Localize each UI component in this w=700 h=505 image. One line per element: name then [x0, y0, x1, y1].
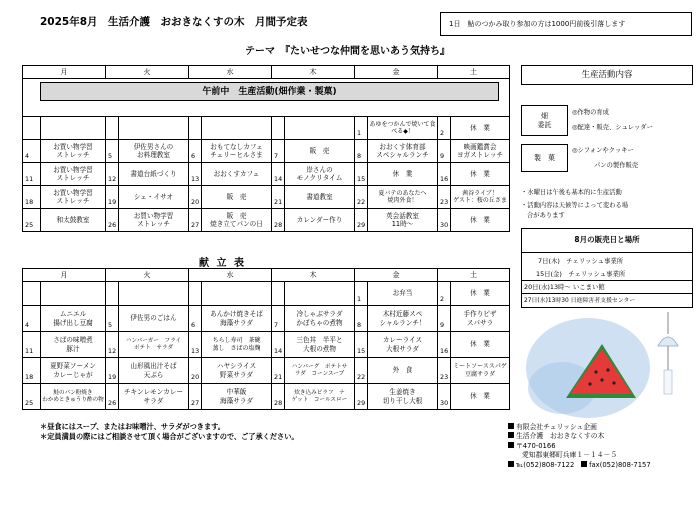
menu-cell: カレーライス 大根サラダ	[368, 332, 438, 358]
day-number: 18	[23, 186, 41, 209]
activity-week-5	[23, 209, 510, 232]
day-number: 1	[355, 117, 368, 140]
day-number: 2	[438, 117, 451, 140]
postal-code: 〒470-0166	[516, 441, 556, 450]
day-number	[106, 117, 119, 140]
activity-cell: 休 業	[451, 209, 510, 232]
side-note-2: ・活動内容は天候等によって変わる場	[521, 202, 629, 209]
menu-cell: チキンレモンカレー サラダ	[119, 384, 189, 410]
menu-cell: 伊佐男のごはん	[119, 306, 189, 332]
weekday-mon: 月	[23, 269, 106, 282]
square-bullet-icon	[508, 432, 514, 438]
day-number: 16	[438, 163, 451, 186]
menu-cell	[119, 282, 189, 306]
menu-title: 献 立 表	[199, 258, 246, 269]
confectionery-line-2: パンの製作販売	[594, 162, 639, 169]
day-number: 15	[355, 332, 368, 358]
activity-cell: 和太鼓教室	[41, 209, 106, 232]
activity-cell	[285, 117, 355, 140]
menu-cell: ハンバーガー フライ ポテト サラダ	[119, 332, 189, 358]
day-number: 22	[355, 358, 368, 384]
menu-week-1	[23, 282, 510, 306]
activity-cell	[41, 117, 106, 140]
day-number: 13	[189, 332, 202, 358]
sales-row: 20日(水)13時～ いこまい館	[524, 283, 605, 291]
day-number: 15	[355, 163, 368, 186]
activity-cell: お買い物学習 ストレッチ	[41, 186, 106, 209]
weekday-thu: 木	[272, 66, 355, 79]
day-number: 20	[189, 358, 202, 384]
day-number: 19	[106, 186, 119, 209]
day-number: 1	[355, 282, 368, 306]
activity-cell: 書道教室	[285, 186, 355, 209]
activity-cell: 伊佐男さんの お料理教室	[119, 140, 189, 163]
menu-week-4	[23, 358, 510, 384]
wind-chime-bell	[658, 337, 678, 346]
activity-cell: カレンダー作り	[285, 209, 355, 232]
activity-cell: 販 売	[202, 186, 272, 209]
menu-cell: 休 業	[451, 384, 510, 410]
weekday-wed: 水	[189, 269, 272, 282]
company-name-line	[508, 423, 651, 432]
menu-cell: 山形風出汁そば 天ぷら	[119, 358, 189, 384]
day-number: 26	[106, 209, 119, 232]
watermelon-seed	[606, 368, 609, 371]
day-number: 20	[189, 186, 202, 209]
menu-week-3	[23, 332, 510, 358]
day-number: 4	[23, 140, 41, 163]
menu-cell: 外 食	[368, 358, 438, 384]
menu-cell: 夏野菜ソーメン カレーじゃが	[41, 358, 106, 384]
watermelon-seed	[612, 381, 615, 384]
activity-cell: おおくす体育部 スペシャルランチ	[368, 140, 438, 163]
watermelon-illustration	[518, 312, 694, 420]
menu-cell	[202, 282, 272, 306]
morning-activity-band: 午前中 生産活動(畑作業・製菓)	[40, 82, 499, 101]
weekday-sat: 土	[438, 66, 510, 79]
company-info	[508, 423, 651, 470]
menu-cell: 木村近藤スペ シャルランチ！	[368, 306, 438, 332]
watermelon-seed	[600, 378, 603, 381]
day-number: 23	[438, 186, 451, 209]
sales-divider	[522, 252, 692, 253]
menu-cell: 三色丼 半平と 大根の煮物	[285, 332, 355, 358]
day-number: 25	[23, 209, 41, 232]
menu-cell: ハンバーグ ポテトサ ラダ コーンスープ	[285, 358, 355, 384]
production-activity-heading: 生産活動内容	[521, 65, 693, 85]
day-number: 23	[438, 358, 451, 384]
day-number: 6	[189, 140, 202, 163]
menu-cell: ハヤシライス 野菜サラダ	[202, 358, 272, 384]
activity-cell: 夏バテのあなたへ 焼肉外食！	[368, 186, 438, 209]
activity-cell: 販 売 焼き立てパンの日	[202, 209, 272, 232]
activity-cell: 岸さんの モノクリタイム	[285, 163, 355, 186]
square-bullet-icon	[581, 461, 587, 467]
day-number: 21	[272, 358, 285, 384]
weekday-fri: 金	[355, 269, 438, 282]
activity-cell: 休 業	[368, 163, 438, 186]
postal-line	[508, 442, 651, 451]
sales-title: 8月の販売日と場所	[574, 235, 640, 244]
tel-number: ℡(052)808-7122	[516, 460, 575, 469]
day-number: 28	[272, 209, 285, 232]
activity-cell: 英会話教室 11時～	[368, 209, 438, 232]
day-number: 29	[355, 209, 368, 232]
menu-cell: 中華飯 海藻サラダ	[202, 384, 272, 410]
day-number: 27	[189, 209, 202, 232]
confectionery-line-1: ◎シフォンやクッキー	[572, 147, 634, 154]
activity-cell: おもてなしカフェ チェリーヒルさま	[202, 140, 272, 163]
activity-cell	[202, 117, 272, 140]
day-number: 12	[106, 332, 119, 358]
menu-week-5	[23, 384, 510, 410]
menu-week-2	[23, 306, 510, 332]
activity-week-2	[23, 140, 510, 163]
activity-cell: 映画鑑賞会 ヨガストレッチ	[451, 140, 510, 163]
activity-week-1	[23, 117, 510, 140]
weekday-wed: 水	[189, 66, 272, 79]
day-number: 19	[106, 358, 119, 384]
menu-cell: 休 業	[451, 282, 510, 306]
activity-cell: シェ・イサオ	[119, 186, 189, 209]
theme-title: テーマ 『たいせつな仲間を思いあう気持ち』	[245, 46, 450, 57]
lunch-note: ＊昼食にはスープ、またはお味噌汁、サラダがつきます。	[40, 422, 225, 431]
day-number: 30	[438, 209, 451, 232]
day-number	[23, 117, 41, 140]
watermelon-seed	[588, 382, 591, 385]
sales-row: 27日(水)13時30 日進障害者支援センター	[524, 298, 636, 304]
confectionery-label-box: 製 菓	[521, 144, 568, 172]
fax-number: fax(052)808-7157	[589, 460, 651, 469]
activity-cell: 休 業	[451, 163, 510, 186]
menu-cell: ミートソーススパゲ 豆腐サラダ	[451, 358, 510, 384]
phone-line	[508, 461, 651, 470]
day-number: 9	[438, 306, 451, 332]
day-number: 30	[438, 384, 451, 410]
day-number: 8	[355, 306, 368, 332]
day-number: 12	[106, 163, 119, 186]
activity-cell: お買い物学習 ストレッチ	[119, 209, 189, 232]
notice-text: 1日 鮎のつかみ取り参加の方は1000円前後引落します	[449, 20, 626, 28]
menu-cell: 休 業	[451, 332, 510, 358]
field-line-1: ◎作物の育成	[572, 109, 609, 116]
menu-cell: 生姜焼き 切り干し大根	[368, 384, 438, 410]
sales-divider	[522, 293, 692, 294]
day-number: 7	[272, 306, 285, 332]
watermelon-seed	[594, 370, 597, 373]
menu-cell	[41, 282, 106, 306]
activity-week-4	[23, 186, 510, 209]
sales-divider	[522, 280, 692, 281]
notice-box	[440, 12, 692, 36]
day-number: 28	[272, 384, 285, 410]
day-number: 16	[438, 332, 451, 358]
day-number: 9	[438, 140, 451, 163]
sales-row: 15日(金) チェリッシュ事業所	[536, 270, 626, 278]
menu-cell: 冷しゃぶサラダ かぼちゃの煮物	[285, 306, 355, 332]
day-number: 21	[272, 186, 285, 209]
day-number: 7	[272, 140, 285, 163]
menu-cell: 手作りピザ スパサラ	[451, 306, 510, 332]
day-number: 11	[23, 163, 41, 186]
day-number: 18	[23, 358, 41, 384]
activity-cell: 販 売	[285, 140, 355, 163]
weekday-tue: 火	[106, 66, 189, 79]
menu-cell: ちらし寿司 茶碗 蒸し さばの塩麹	[202, 332, 272, 358]
activity-cell: 書道台紙づくり	[119, 163, 189, 186]
day-number: 29	[355, 384, 368, 410]
weekday-header	[23, 66, 510, 79]
day-number	[106, 282, 119, 306]
day-number: 11	[23, 332, 41, 358]
field-label-box: 畑 委託	[521, 105, 568, 136]
wind-chime-paper	[664, 370, 672, 394]
footer-notes	[40, 422, 299, 443]
weekday-fri: 金	[355, 66, 438, 79]
day-number: 27	[189, 384, 202, 410]
weekday-thu: 木	[272, 269, 355, 282]
day-number: 22	[355, 186, 368, 209]
activity-cell: 茜谷ライブ！ ゲスト：桜の丘さま	[451, 186, 510, 209]
menu-cell: あんかけ焼きそば 海藻サラダ	[202, 306, 272, 332]
menu-cell: ムニエル 揚げ出し豆腐	[41, 306, 106, 332]
page-title: 2025年8月 生活介護 おおきなくすの木 月間予定表	[40, 16, 308, 28]
address: 愛知郡東郷町兵庫１－１４－５	[522, 451, 618, 460]
activity-cell: 休 業	[451, 117, 510, 140]
menu-cell: さばの味噌煮 豚汁	[41, 332, 106, 358]
activity-cell: おおくすカフェ	[202, 163, 272, 186]
menu-cell: 鮭のパン粉焼き わかめときゅうり酢の物	[41, 384, 106, 410]
sales-schedule-box	[521, 228, 693, 308]
activity-week-3	[23, 163, 510, 186]
day-number	[23, 282, 41, 306]
day-number: 13	[189, 163, 202, 186]
activity-cell	[119, 117, 189, 140]
day-number	[189, 282, 202, 306]
capacity-note: ＊定員満員の際にはご相談させて頂く場合がございますので、ご了承ください。	[40, 432, 299, 442]
company-name: 有限会社チェリッシュ企画	[516, 423, 597, 431]
side-note-3: 合があります	[527, 212, 565, 219]
day-number: 5	[106, 306, 119, 332]
day-number: 6	[189, 306, 202, 332]
day-number: 25	[23, 384, 41, 410]
day-number: 4	[23, 306, 41, 332]
day-number	[272, 282, 285, 306]
day-number: 5	[106, 140, 119, 163]
activity-cell: お買い物学習 ストレッチ	[41, 140, 106, 163]
weekday-sat: 土	[438, 269, 510, 282]
facility-name-line	[508, 432, 651, 441]
menu-weekday-header	[23, 269, 510, 282]
field-line-2: ◎配達・販売、シュレッダー	[572, 124, 653, 131]
day-number: 8	[355, 140, 368, 163]
square-bullet-icon	[508, 461, 514, 467]
square-bullet-icon	[508, 442, 514, 448]
facility-name: 生活介護 おおきなくすの木	[516, 432, 605, 441]
day-number: 2	[438, 282, 451, 306]
sales-row: 7日(木) チェリッシュ事業所	[538, 257, 624, 265]
weekday-mon: 月	[23, 66, 106, 79]
day-number: 14	[272, 332, 285, 358]
side-note-1: ・水曜日は午後も基本的に生産活動	[521, 189, 622, 196]
day-number	[272, 117, 285, 140]
menu-cell: 炊き込みピラフ ナ ゲット コールスロー	[285, 384, 355, 410]
menu-cell	[285, 282, 355, 306]
weekday-tue: 火	[106, 269, 189, 282]
menu-cell: お弁当	[368, 282, 438, 306]
activity-cell: お買い物学習 ストレッチ	[41, 163, 106, 186]
day-number: 14	[272, 163, 285, 186]
activity-cell: あゆをつかんで焼いて食べる◆！	[368, 117, 438, 140]
menu-calendar	[22, 268, 510, 410]
day-number: 26	[106, 384, 119, 410]
square-bullet-icon	[508, 423, 514, 429]
day-number	[189, 117, 202, 140]
